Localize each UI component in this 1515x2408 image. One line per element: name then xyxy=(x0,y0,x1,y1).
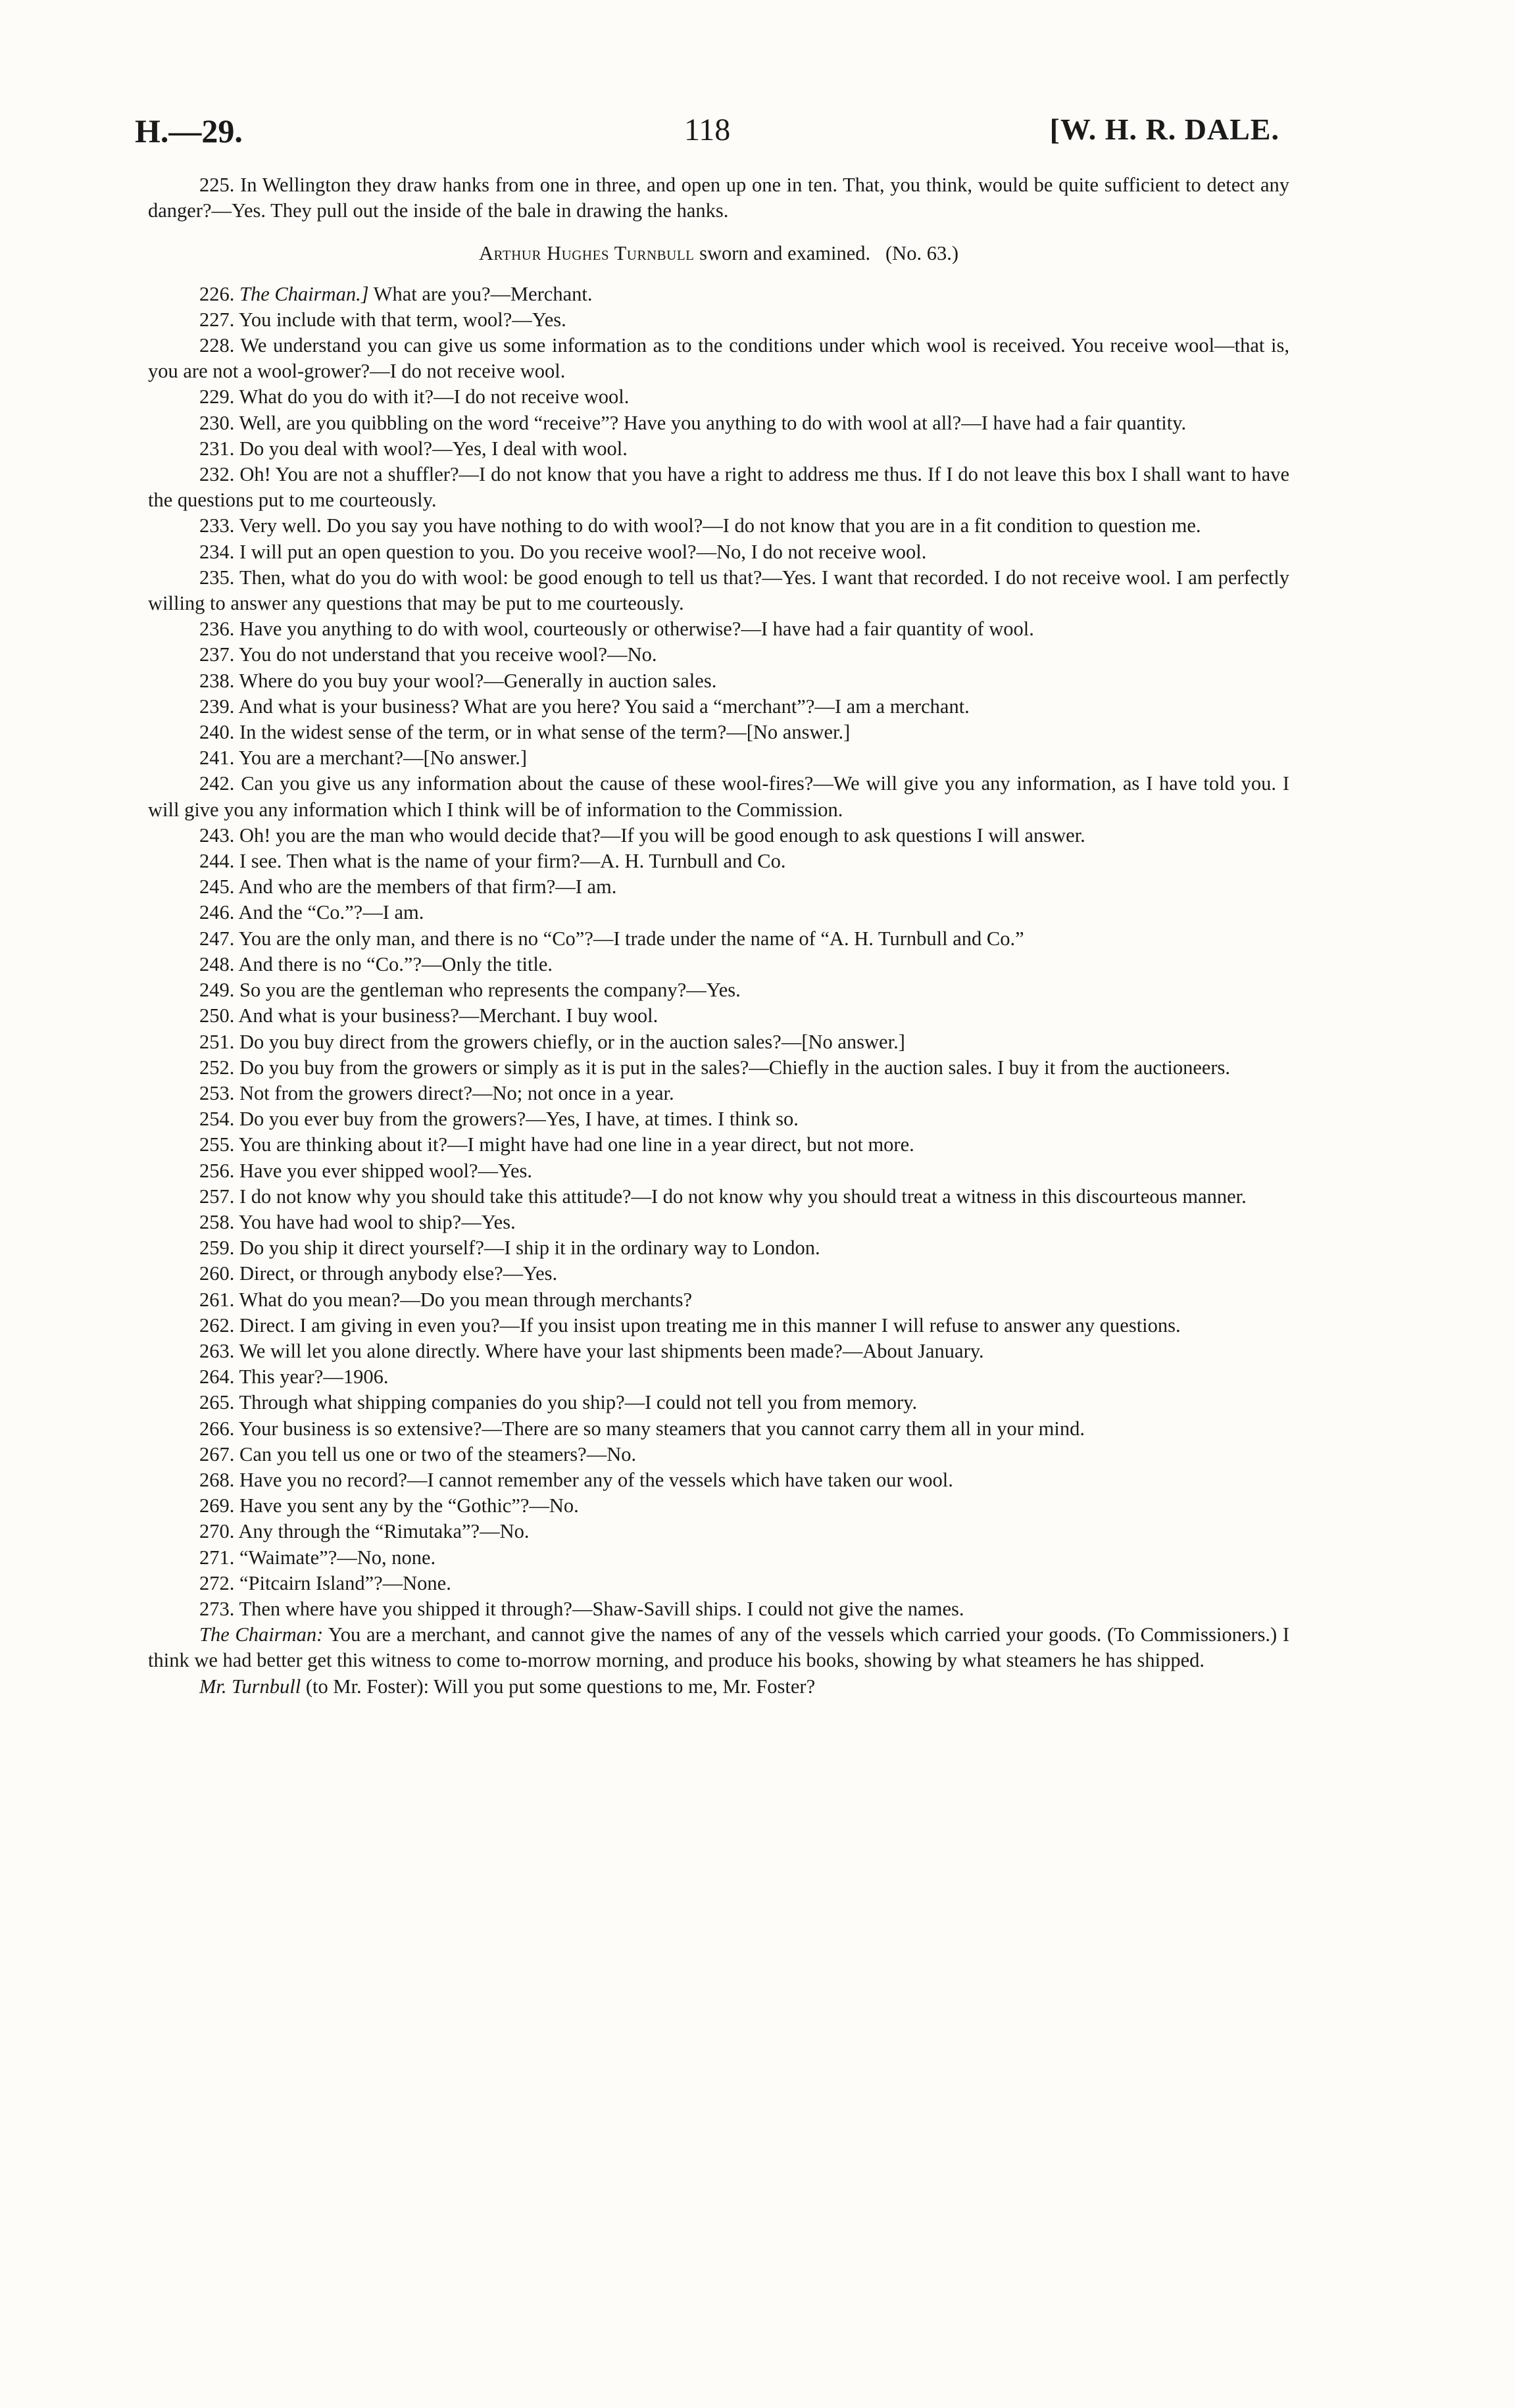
qa-text: “Pitcairn Island”?—None. xyxy=(239,1571,451,1594)
qa-item xyxy=(148,1364,1289,1390)
question-number: 228. xyxy=(199,334,235,357)
question-number: 231. xyxy=(199,437,235,460)
qa-text: Direct, or through anybody else?—Yes. xyxy=(239,1262,558,1285)
qa-text: Do you deal with wool?—Yes, I deal with wool. xyxy=(239,437,628,460)
qa-item xyxy=(148,307,1289,333)
question-number: 234. xyxy=(199,540,235,563)
question-number: 266. xyxy=(199,1417,235,1440)
question-number: 263. xyxy=(199,1339,235,1362)
qa-item xyxy=(148,1519,1289,1544)
qa-text: And there is no “Co.”?—Only the title. xyxy=(238,952,553,975)
qa-text: I do not know why you should take this attitude?—I do not know why you should treat a witness in this discourteous manner. xyxy=(239,1185,1247,1208)
question-number: 242. xyxy=(199,772,235,795)
witness-name: Arthur Hughes Turnbull xyxy=(479,242,695,265)
qa-text: I see. Then what is the name of your firm?—A. H. Turnbull and Co. xyxy=(239,850,786,873)
qa-item xyxy=(148,694,1289,720)
question-number: 235. xyxy=(199,566,235,589)
qa-item xyxy=(148,333,1289,384)
question-number: 238. xyxy=(199,669,235,692)
question-number: 240. xyxy=(199,721,235,744)
qa-item xyxy=(148,771,1289,822)
qa-text: Where do you buy your wool?—Generally in auction sales. xyxy=(239,669,717,692)
qa-text: Have you anything to do with wool, courteously or otherwise?—I have had a fair quantity of wool. xyxy=(239,618,1034,641)
qa-text: Oh! You are not a shuffler?—I do not know that you have a right to address me thus. If I do not leave this box I shall want to have the questions put to me courteously. xyxy=(148,463,1289,512)
qa-text: Then, what do you do with wool: be good enough to tell us that?—Yes. I want that recorded. I do not receive wool. I am perfectly willing to answer any questions that may be put to me courteously. xyxy=(148,566,1289,615)
question-number: 254. xyxy=(199,1108,235,1131)
qa-text: Oh! you are the man who would decide that?—If you will be good enough to ask questions I will answer. xyxy=(239,823,1085,847)
qa-item xyxy=(148,668,1289,694)
qa-text: You include with that term, wool?—Yes. xyxy=(238,308,566,331)
question-number: 252. xyxy=(199,1056,235,1079)
qa-text: And the “Co.”?—I am. xyxy=(238,901,424,924)
witness-number: (No. 63.) xyxy=(885,242,958,265)
question-number: 250. xyxy=(199,1004,235,1027)
intro-section xyxy=(148,172,1289,224)
qa-item xyxy=(148,1416,1289,1442)
question-number: 226. xyxy=(199,282,235,305)
question-number: 227. xyxy=(199,308,235,331)
question-number: 229. xyxy=(199,385,235,408)
qa-text: You are a merchant?—[No answer.] xyxy=(238,747,528,770)
closing-paragraph xyxy=(148,1622,1289,1673)
qa-text: What are you?—Merchant. xyxy=(373,282,593,305)
question-number: 264. xyxy=(199,1365,235,1388)
qa-text: You are the only man, and there is no “Co”?—I trade under the name of “A. H. Turnbull and Co.” xyxy=(238,927,1024,950)
question-number: 239. xyxy=(199,695,235,718)
qa-item xyxy=(148,513,1289,539)
question-number: 243. xyxy=(199,823,235,847)
qa-item xyxy=(148,1313,1289,1339)
qa-item xyxy=(148,616,1289,642)
qa-text: And what is your business?—Merchant. I buy wool. xyxy=(238,1004,658,1027)
speaker: The Chairman: xyxy=(199,1623,324,1646)
qa-text: “Waimate”?—No, none. xyxy=(239,1546,436,1569)
question-number: 253. xyxy=(199,1081,235,1104)
speaker: Mr. Turnbull xyxy=(199,1675,301,1698)
question-number: 225. xyxy=(199,174,235,196)
witness-heading xyxy=(148,241,1289,266)
question-number: 261. xyxy=(199,1288,235,1311)
question-number: 271. xyxy=(199,1546,235,1569)
qa-item xyxy=(148,172,1289,224)
closing-text: (to Mr. Foster): Will you put some questions to me, Mr. Foster? xyxy=(305,1675,816,1698)
question-number: 265. xyxy=(199,1391,235,1414)
question-number: 267. xyxy=(199,1442,235,1465)
qa-text: Your business is so extensive?—There are so many steamers that you cannot carry them all in your mind. xyxy=(238,1417,1085,1440)
qa-text: Do you ever buy from the growers?—Yes, I have, at times. I think so. xyxy=(239,1108,799,1131)
question-number: 262. xyxy=(199,1314,235,1337)
question-number: 244. xyxy=(199,850,235,873)
question-number: 230. xyxy=(199,411,235,434)
qa-item xyxy=(148,565,1289,616)
qa-text: Direct. I am giving in even you?—If you insist upon treating me in this manner I will refuse to answer any questions. xyxy=(239,1314,1181,1337)
page-header xyxy=(135,112,1279,164)
qa-text: We will let you alone directly. Where have your last shipments been made?—About January. xyxy=(239,1339,984,1362)
question-number: 268. xyxy=(199,1468,235,1491)
qa-item xyxy=(148,282,1289,307)
speaker: The Chairman.] xyxy=(239,282,369,305)
qa-item xyxy=(148,1158,1289,1184)
qa-item xyxy=(148,1571,1289,1596)
qa-item xyxy=(148,1339,1289,1364)
qa-text: Through what shipping companies do you ship?—I could not tell you from memory. xyxy=(239,1391,918,1414)
qa-text: You have had wool to ship?—Yes. xyxy=(238,1210,516,1233)
testimony-list xyxy=(148,282,1289,1623)
question-number: 233. xyxy=(199,514,235,537)
closing-remarks xyxy=(148,1622,1289,1700)
qa-item xyxy=(148,1055,1289,1081)
qa-text: What do you do with it?—I do not receive wool. xyxy=(239,385,630,408)
qa-item xyxy=(148,874,1289,900)
question-number: 241. xyxy=(199,747,235,770)
qa-item xyxy=(148,952,1289,977)
qa-item xyxy=(148,1261,1289,1287)
closing-paragraph xyxy=(148,1674,1289,1700)
qa-text: Any through the “Rimutaka”?—No. xyxy=(238,1520,530,1543)
qa-text: And what is your business? What are you here? You said a “merchant”?—I am a merchant. xyxy=(238,695,970,718)
qa-text: Have you ever shipped wool?—Yes. xyxy=(239,1159,533,1182)
qa-item xyxy=(148,1493,1289,1519)
qa-text: We understand you can give us some information as to the conditions under which wool is received. You receive wool—that is, you are not a wool-grower?—I do not receive wool. xyxy=(148,334,1289,383)
qa-item xyxy=(148,720,1289,745)
question-number: 260. xyxy=(199,1262,235,1285)
qa-item xyxy=(148,1390,1289,1415)
qa-text: Have you sent any by the “Gothic”?—No. xyxy=(239,1494,579,1517)
qa-text: Can you give us any information about the cause of these wool-fires?—We will give you any information, as I have told you. I will give you any information which I think will be of information to the Commission. xyxy=(148,772,1289,821)
qa-item xyxy=(148,1545,1289,1571)
qa-text: In Wellington they draw hanks from one in three, and open up one in ten. That, you think, would be quite sufficient to detect any danger?—Yes. They pull out the inside of the bale in drawing the hanks. xyxy=(148,174,1290,222)
qa-item xyxy=(148,1596,1289,1622)
qa-item xyxy=(148,1106,1289,1132)
qa-text: What do you mean?—Do you mean through merchants? xyxy=(239,1288,693,1311)
question-number: 269. xyxy=(199,1494,235,1517)
qa-text: Well, are you quibbling on the word “receive”? Have you anything to do with wool at all?—I have had a fair quantity. xyxy=(239,411,1187,434)
qa-item xyxy=(148,1210,1289,1235)
qa-item xyxy=(148,823,1289,848)
qa-item xyxy=(148,1132,1289,1158)
qa-text: Can you tell us one or two of the steamers?—No. xyxy=(239,1442,637,1465)
witness-reference: [W. H. R. DALE. xyxy=(1049,112,1279,146)
qa-text: Have you no record?—I cannot remember any of the vessels which have taken our wool. xyxy=(239,1468,953,1491)
qa-text: Not from the growers direct?—No; not once in a year. xyxy=(239,1081,674,1104)
qa-text: Do you buy from the growers or simply as it is put in the sales?—Chiefly in the auction sales. I buy it from the auctioneers. xyxy=(239,1056,1231,1079)
qa-text: This year?—1906. xyxy=(239,1365,389,1388)
qa-item xyxy=(148,539,1289,565)
page-number: 118 xyxy=(684,112,731,147)
qa-item xyxy=(148,384,1289,410)
qa-text: In the widest sense of the term, or in what sense of the term?—[No answer.] xyxy=(239,721,851,744)
question-number: 245. xyxy=(199,875,235,898)
qa-item xyxy=(148,410,1289,436)
question-number: 258. xyxy=(199,1210,235,1233)
qa-item xyxy=(148,745,1289,771)
question-number: 259. xyxy=(199,1237,235,1260)
question-number: 232. xyxy=(199,463,235,486)
qa-item xyxy=(148,926,1289,952)
qa-text: And who are the members of that firm?—I am. xyxy=(238,875,617,898)
witness-heading-suffix: sworn and examined. xyxy=(699,242,871,265)
question-number: 249. xyxy=(199,979,235,1002)
question-number: 273. xyxy=(199,1597,235,1620)
question-number: 251. xyxy=(199,1030,235,1053)
qa-item xyxy=(148,1029,1289,1055)
qa-item xyxy=(148,977,1289,1003)
closing-text: You are a merchant, and cannot give the names of any of the vessels which carried your goods. (To Commissioners.) I think we had better get this witness to come to-morrow morning, and produce his books, showing by what steamers he has shipped. xyxy=(148,1623,1289,1672)
qa-text: You are thinking about it?—I might have had one line in a year direct, but not more. xyxy=(238,1133,914,1156)
qa-item xyxy=(148,1003,1289,1029)
qa-item xyxy=(148,1287,1289,1313)
page-body xyxy=(148,172,1289,1700)
question-number: 236. xyxy=(199,618,235,641)
qa-text: Then where have you shipped it through?—Shaw-Savill ships. I could not give the names. xyxy=(239,1597,964,1620)
question-number: 237. xyxy=(199,643,235,666)
qa-item xyxy=(148,1184,1289,1210)
qa-item xyxy=(148,1235,1289,1261)
qa-item xyxy=(148,900,1289,925)
question-number: 255. xyxy=(199,1133,235,1156)
qa-text: Do you buy direct from the growers chiefly, or in the auction sales?—[No answer.] xyxy=(239,1030,905,1053)
qa-text: Do you ship it direct yourself?—I ship it in the ordinary way to London. xyxy=(239,1237,820,1260)
qa-item xyxy=(148,1467,1289,1493)
qa-item xyxy=(148,436,1289,462)
question-number: 256. xyxy=(199,1159,235,1182)
qa-text: I will put an open question to you. Do you receive wool?—No, I do not receive wool. xyxy=(239,540,927,563)
qa-item xyxy=(148,1081,1289,1106)
qa-item xyxy=(148,642,1289,668)
qa-item xyxy=(148,848,1289,874)
question-number: 246. xyxy=(199,901,235,924)
qa-text: You do not understand that you receive wool?—No. xyxy=(238,643,657,666)
question-number: 270. xyxy=(199,1520,235,1543)
document-reference: H.—29. xyxy=(135,112,243,149)
qa-text: So you are the gentleman who represents the company?—Yes. xyxy=(239,979,741,1002)
qa-text: Very well. Do you say you have nothing to do with wool?—I do not know that you are in a fit condition to question me. xyxy=(239,514,1201,537)
question-number: 272. xyxy=(199,1571,235,1594)
qa-item xyxy=(148,1442,1289,1467)
question-number: 247. xyxy=(199,927,235,950)
question-number: 257. xyxy=(199,1185,235,1208)
question-number: 248. xyxy=(199,952,235,975)
qa-item xyxy=(148,462,1289,513)
